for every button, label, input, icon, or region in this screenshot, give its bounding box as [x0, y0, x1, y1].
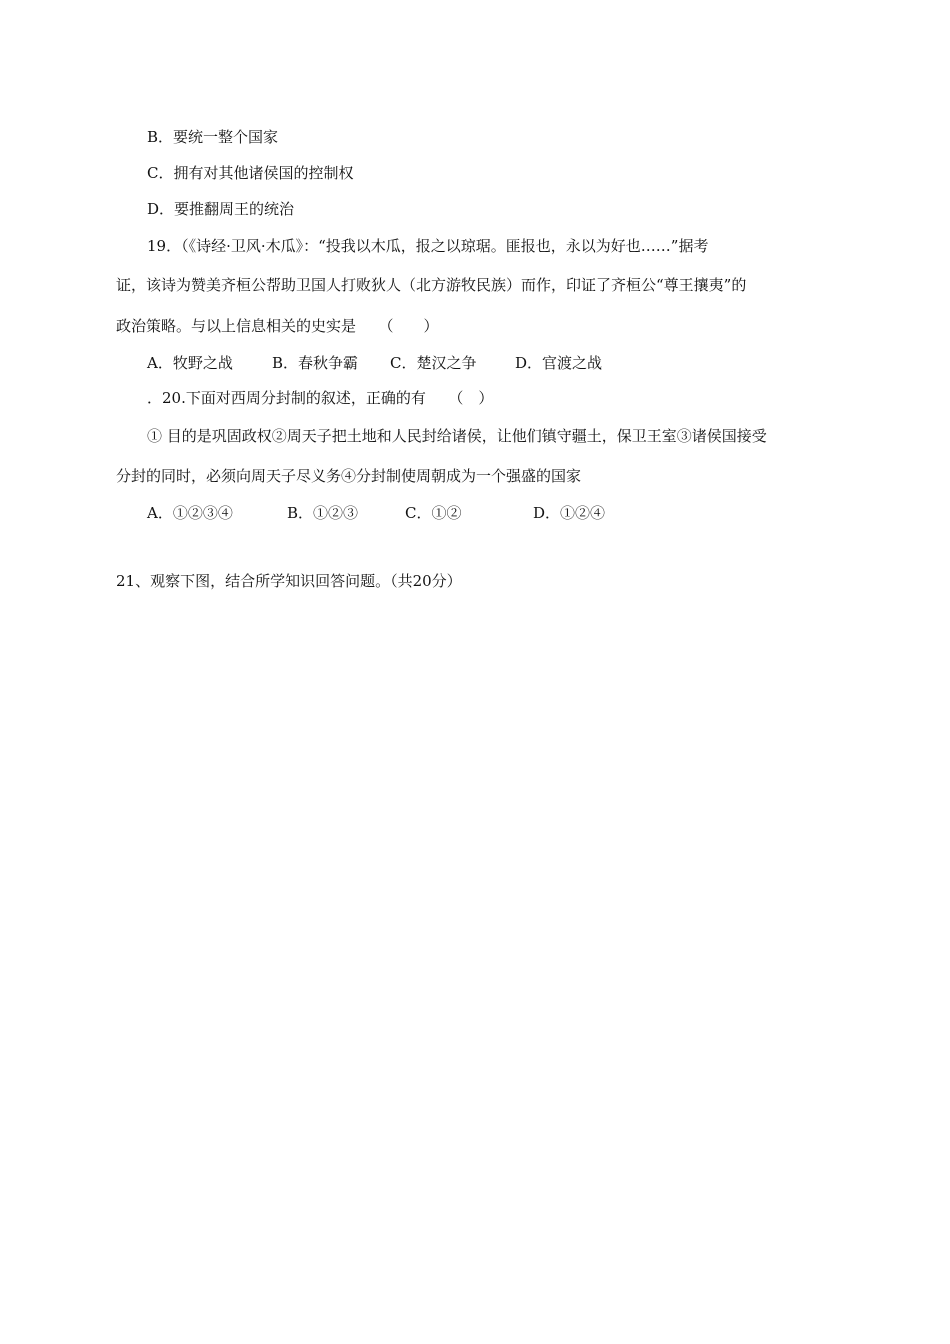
q20-choice-c: C．①② — [405, 504, 462, 522]
q19-text-line-3: 政治策略。与以上信息相关的史实是 （ ） — [116, 317, 439, 335]
q19-choices — [147, 353, 602, 373]
q20-choices — [147, 503, 605, 523]
q18-option-d: D．要推翻周王的统治 — [147, 200, 295, 218]
q20-choice-a: A．①②③④ — [147, 504, 233, 522]
q20-stem: ．20.下面对西周分封制的叙述，正确的有 （ ） — [147, 389, 494, 407]
q20-text-line-2: 分封的同时，必须向周天子尽义务④分封制使周朝成为一个强盛的国家 — [116, 467, 582, 485]
q19-choice-b: B．春秋争霸 — [272, 354, 359, 372]
q20-text-line-1: ① 目的是巩固政权②周天子把土地和人民封给诸侯，让他们镇守疆土，保卫王室③诸侯国接受 — [147, 427, 767, 445]
q18-option-b: B．要统一整个国家 — [147, 128, 279, 146]
q20-choice-b: B．①②③ — [287, 504, 359, 522]
q19-choice-d: D．官渡之战 — [515, 354, 603, 372]
q19-choice-a: A．牧野之战 — [147, 354, 233, 372]
q20-choice-d: D．①②④ — [533, 504, 606, 522]
q19-text-line-1: 19．（《诗经·卫风·木瓜》：“投我以木瓜，报之以琼琚。匪报也，永以为好也……”据考 — [147, 237, 709, 255]
q18-option-c: C．拥有对其他诸侯国的控制权 — [147, 164, 354, 182]
q19-choice-c: C．楚汉之争 — [390, 354, 477, 372]
q21-stem: 21、观察下图，结合所学知识回答问题。（共20分） — [116, 572, 462, 590]
q19-text-line-2: 证，该诗为赞美齐桓公帮助卫国人打败狄人（北方游牧民族）而作，印证了齐桓公“尊王攘夷”的 — [116, 276, 747, 294]
